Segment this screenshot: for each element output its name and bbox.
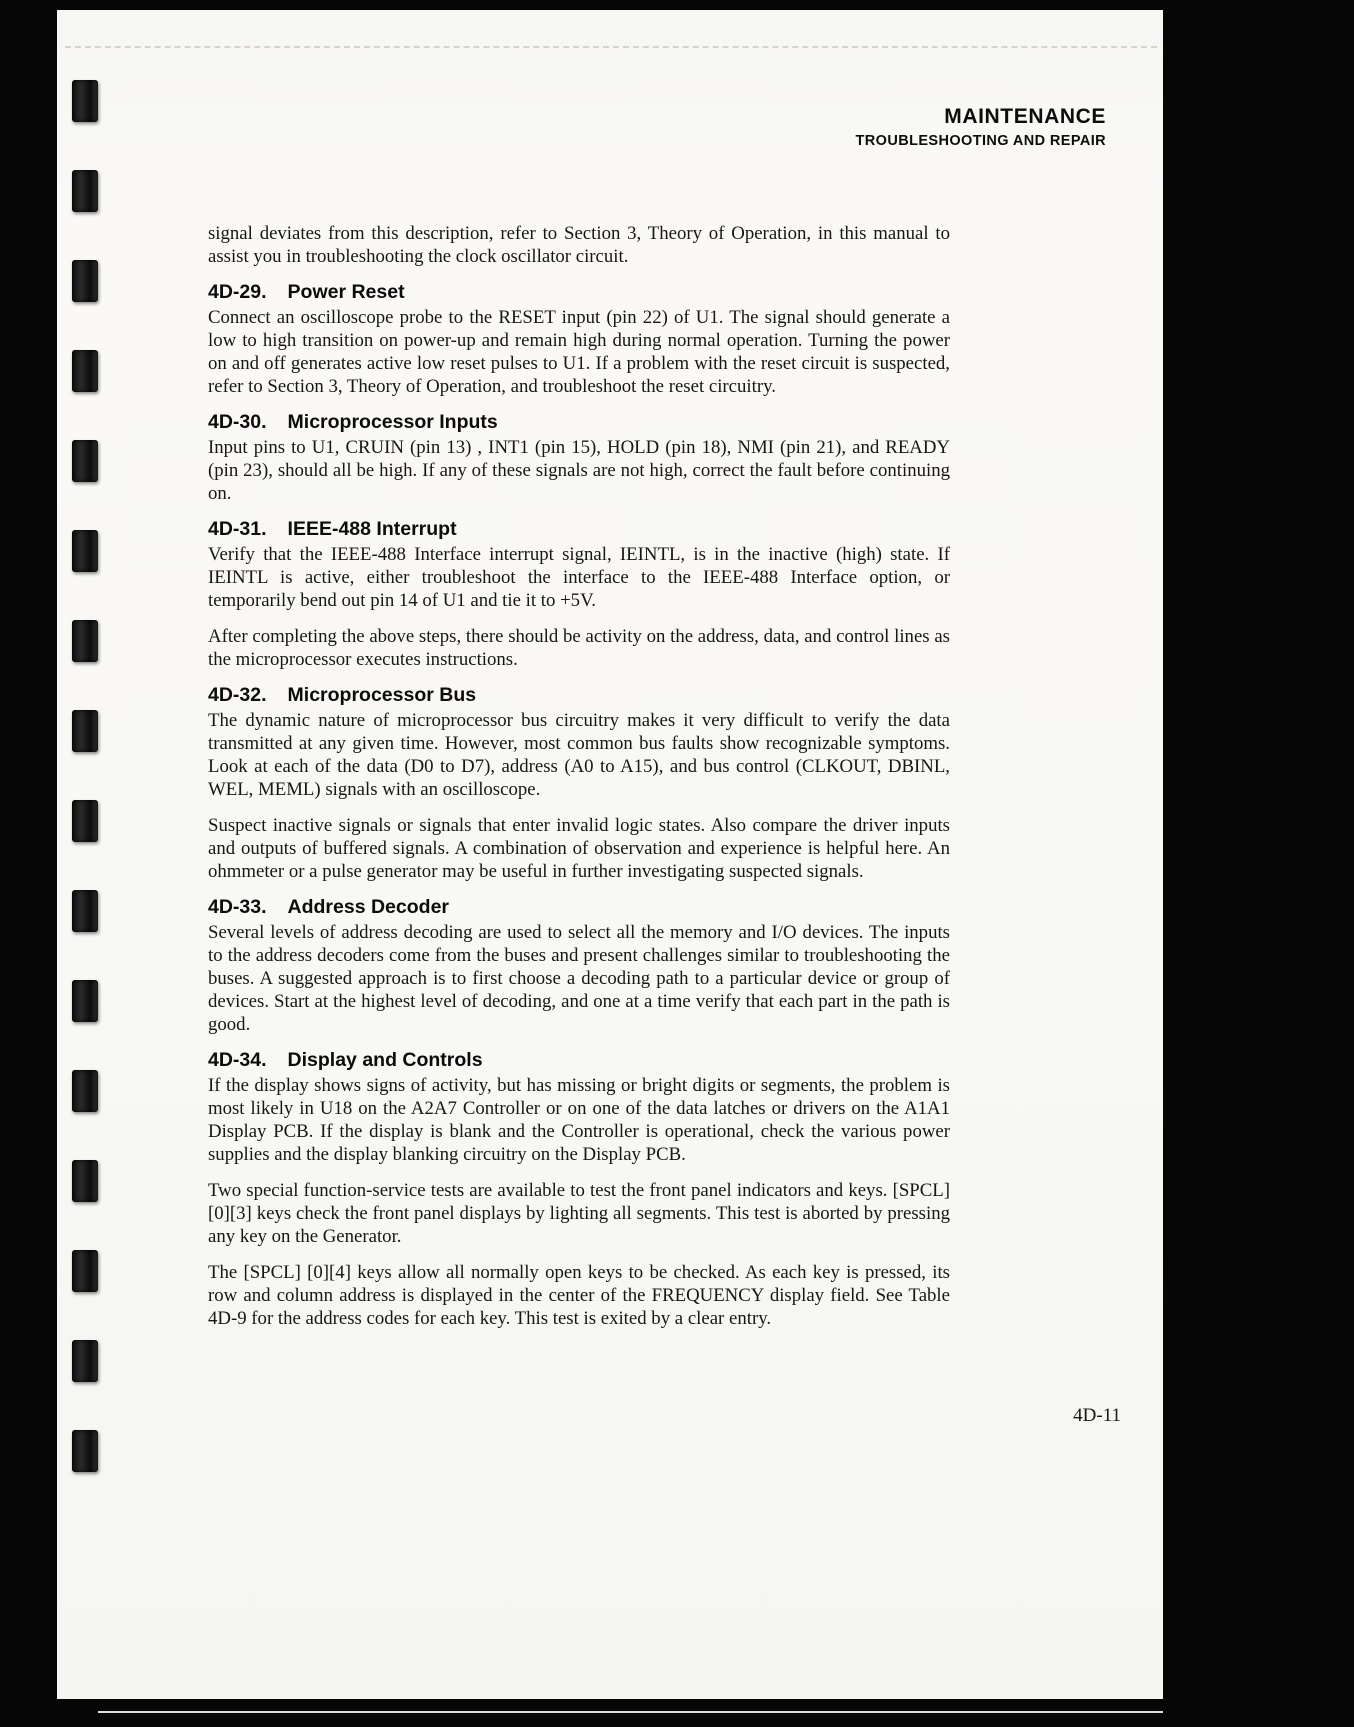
section-4d-29	[208, 281, 950, 398]
page-number: 4D-11	[1073, 1405, 1121, 1426]
section-4d-34	[208, 1049, 950, 1330]
paragraph: The dynamic nature of microprocessor bus circuitry makes it very difficult to verify the data transmitted at any given time. However, most common bus faults show recognizable symptoms. Look at each of the data (D0 to D7), address (A0 to A15), and bus control (CLKOUT, DBINL, WEL, MEML) signals with an oscilloscope.	[208, 710, 950, 800]
section-number: 4D-31.	[208, 518, 267, 540]
section-title: Microprocessor Inputs	[287, 411, 498, 433]
binding-hole	[72, 170, 98, 212]
section-heading	[208, 1049, 950, 1072]
binding-hole	[72, 1070, 98, 1112]
binding-hole	[72, 710, 98, 752]
section-4d-31	[208, 518, 950, 671]
section-title: Display and Controls	[287, 1049, 483, 1071]
section-number: 4D-34.	[208, 1049, 267, 1071]
section-heading	[208, 518, 950, 541]
section-heading	[208, 281, 950, 304]
section-intro	[208, 222, 950, 268]
binding-hole	[72, 890, 98, 932]
binding-hole	[72, 80, 98, 122]
section-4d-30	[208, 411, 950, 505]
paragraph: If the display shows signs of activity, but has missing or bright digits or segments, the problem is most likely in U18 on the A2A7 Controller or on one of the data latches or drivers on the A1A1 Display PCB. If the display is blank and the Controller is operational, check the various power supplies and the display blanking circuitry on the Display PCB.	[208, 1075, 950, 1165]
section-title: Microprocessor Bus	[287, 684, 477, 706]
section-heading	[208, 684, 950, 707]
section-number: 4D-33.	[208, 896, 267, 918]
section-number: 4D-30.	[208, 411, 267, 433]
binding-hole	[72, 1430, 98, 1472]
section-title: Address Decoder	[287, 896, 450, 918]
binding-hole	[72, 1160, 98, 1202]
paragraph: Suspect inactive signals or signals that enter invalid logic states. Also compare the driver inputs and outputs of buffered signals. A combination of observation and experience is helpful here. An ohmmeter or a pulse generator may be useful in further investigating suspected signals.	[208, 815, 950, 882]
paragraph: The [SPCL] [0][4] keys allow all normally open keys to be checked. As each key is pressed, its row and column address is displayed in the center of the FREQUENCY display field. See Table 4D-9 for the address codes for each key. This test is exited by a clear entry.	[208, 1262, 950, 1329]
binding-hole	[72, 1340, 98, 1382]
section-4d-33	[208, 896, 950, 1036]
header-subtitle: TROUBLESHOOTING AND REPAIR	[855, 133, 1106, 149]
section-number: 4D-32.	[208, 684, 267, 706]
scan-artifact-line	[65, 46, 1157, 48]
paragraph: Connect an oscilloscope probe to the RESET input (pin 22) of U1. The signal should generate a low to high transition on power-up and remain high during normal operation. Turning the power on and off generates active low reset pulses to U1. If a problem with the reset circuit is suspected, refer to Section 3, Theory of Operation, and troubleshoot the reset circuitry.	[208, 307, 950, 397]
section-number: 4D-29.	[208, 281, 267, 303]
section-heading	[208, 896, 950, 919]
binding-hole	[72, 620, 98, 662]
manual-page	[57, 10, 1163, 1699]
binding-hole	[72, 260, 98, 302]
binding-hole	[72, 980, 98, 1022]
section-heading	[208, 411, 950, 434]
page-header	[856, 105, 1106, 149]
document-body	[208, 222, 950, 1343]
paragraph: Input pins to U1, CRUIN (pin 13) , INT1 (pin 15), HOLD (pin 18), NMI (pin 21), and READY (pin 23), should all be high. If any of these signals are not high, correct the fault before continuing on.	[208, 437, 950, 504]
section-4d-32	[208, 684, 950, 883]
binding-hole	[72, 350, 98, 392]
scan-artifact-bottom-line	[98, 1711, 1163, 1713]
binding-hole	[72, 800, 98, 842]
binding-hole	[72, 1250, 98, 1292]
paragraph: Several levels of address decoding are used to select all the memory and I/O devices. The inputs to the address decoders come from the buses and present challenges similar to troubleshooting the buses. A suggested approach is to first choose a decoding path to a particular device or group of devices. Start at the highest level of decoding, and one at a time verify that each part in the path is good.	[208, 922, 950, 1035]
paragraph: Two special function-service tests are available to test the front panel indicators and keys. [SPCL] [0][3] keys check the front panel displays by lighting all segments. This test is aborted by pressing any key on the Generator.	[208, 1180, 950, 1247]
section-title: IEEE-488 Interrupt	[287, 518, 457, 540]
paragraph: signal deviates from this description, refer to Section 3, Theory of Operation, in this manual to assist you in troubleshooting the clock oscillator circuit.	[208, 223, 950, 267]
header-title: MAINTENANCE	[944, 105, 1106, 128]
paragraph: After completing the above steps, there should be activity on the address, data, and control lines as the microprocessor executes instructions.	[208, 626, 950, 670]
binding-hole	[72, 530, 98, 572]
section-title: Power Reset	[287, 281, 405, 303]
paragraph: Verify that the IEEE-488 Interface interrupt signal, IEINTL, is in the inactive (high) state. If IEINTL is active, either troubleshoot the interface to the IEEE-488 Interface option, or temporarily bend out pin 14 of U1 and tie it to +5V.	[208, 544, 950, 611]
binding-hole	[72, 440, 98, 482]
